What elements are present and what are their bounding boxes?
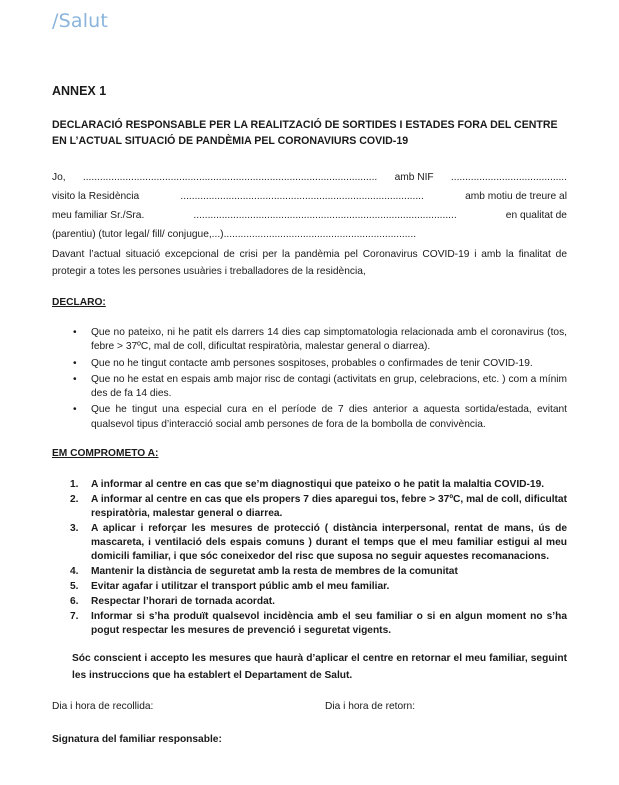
item-text: Respectar l’horari de tornada acordat. — [91, 595, 275, 607]
item-number: 6. — [70, 595, 79, 607]
form-label-relationship: (parentiu) (tutor legal/ fill/ conjugue,...) — [52, 229, 224, 240]
return-datetime-label: Dia i hora de retorn: — [325, 701, 416, 712]
closing-paragraph: Sóc conscient i accepto les mesures que haurà d’aplicar el centre en retornar el meu familiar, seguint les instruccions que ha establert el Departament de Salut. — [72, 653, 567, 681]
item-number: 1. — [70, 479, 79, 490]
compromis-item — [70, 493, 567, 522]
declaro-heading: DECLARO: — [52, 297, 106, 308]
pickup-datetime-label: Dia i hora de recollida: — [52, 701, 154, 712]
form-label-motive: amb motiu de treure al — [465, 191, 567, 202]
residence-blank[interactable]: ...................................................................................... — [180, 191, 424, 202]
declaro-item: • Que no pateixo, ni he patit els darrers 14 dies cap simptomatologia relacionada amb el coronavirus (tos, febre > 37ºC, mal de coll, dificultat respiratòria, malestar general o diarrea). — [91, 326, 567, 355]
relative-blank[interactable]: ............................................................................................. — [193, 210, 457, 221]
compromis-item — [70, 595, 567, 609]
compromis-item — [70, 522, 567, 565]
item-text: Informar si s’ha produït qualsevol incidència amb el seu familiar o si en algun moment no s’ha pogut respectar les mesures de prevenció i seguretat vigents. — [91, 610, 567, 636]
item-text: A informar al centre en cas que se’m diagnostiqui que pateixo o he patit la malaltia COVID-19. — [91, 479, 545, 490]
relationship-blank[interactable]: .................................................................... — [223, 229, 417, 240]
form-label-nif: amb NIF — [394, 172, 434, 183]
item-text: A aplicar i reforçar les mesures de protecció ( distància interpersonal, rentat de mans, ús de mascareta, i ventilació dels espais comuns ) durant el temps que el meu familiar estigui al meu domicili familiar, i que sóc coneixedor del risc que suposa no seguir aquestes recomanacions. — [91, 522, 567, 563]
salut-logo: /Salut — [52, 10, 109, 32]
item-text: Evitar agafar i utilitzar el transport públic amb el meu familiar. — [91, 581, 390, 593]
item-text: Mantenir la distància de seguretat amb la resta de membres de la comunitat — [91, 566, 458, 578]
compromis-item — [70, 478, 567, 492]
item-number: 5. — [70, 581, 79, 593]
declaro-item: • Que no he tingut contacte amb persones sospitoses, probables o confirmades de tenir COVID-19. — [91, 357, 567, 371]
compromis-list — [52, 478, 567, 639]
compromis-item — [70, 580, 567, 594]
nif-blank[interactable]: ......................................... — [450, 172, 567, 183]
compromis-item — [70, 565, 567, 579]
declaro-item: • Que no he estat en espais amb major risc de contagi (activitats en grup, celebracions, etc. ) com a mínim des de fa 14 dies. — [91, 373, 567, 402]
identification-form — [52, 168, 567, 244]
form-label-relative: meu familiar Sr./Sra. — [52, 210, 145, 221]
annex-title: ANNEX 1 — [52, 84, 107, 98]
intro-paragraph: Davant l’actual situació excepcional de crisi per la pandèmia pel Coronavirus COVID-19 i amb la finalitat de protegir a totes les persones usuàries i treballadores de la residència, — [52, 249, 567, 277]
compromis-item — [70, 610, 567, 639]
declaro-item: • Que he tingut una especial cura en el període de 7 dies anterior a aquesta sortida/estada, evitant qualsevol tipus d’interacció social amb persones de fora de la bombolla de convivència. — [91, 403, 567, 432]
signature-label: Signatura del familiar responsable: — [52, 734, 222, 745]
item-text: A informar al centre en cas que els propers 7 dies aparegui tos, febre > 37ºC, mal de coll, dificultat respiratòria, malestar general o diarrea. — [91, 493, 567, 520]
form-label-jo: Jo, — [52, 172, 66, 183]
form-label-residence: visito la Residència — [52, 191, 140, 202]
item-number: 3. — [70, 522, 79, 534]
item-number: 2. — [70, 493, 79, 505]
item-number: 4. — [70, 566, 79, 578]
declaro-list — [52, 326, 567, 434]
declaration-title: DECLARACIÓ RESPONSABLE PER LA REALITZACIÓ DE SORTIDES I ESTADES FORA DEL CENTRE EN L’ACTUAL SITUACIÓ DE PANDÈMIA PEL CORONAVIURS COVID-19 — [52, 119, 558, 147]
item-number: 7. — [70, 610, 79, 622]
name-blank[interactable]: ........................................................................................................ — [82, 172, 378, 183]
compromis-heading: EM COMPROMETO A: — [52, 448, 159, 459]
form-line-name — [52, 168, 567, 187]
form-line-relative — [52, 206, 567, 225]
form-label-quality: en qualitat de — [505, 210, 567, 221]
form-line-relationship — [52, 225, 567, 244]
form-line-residence — [52, 187, 567, 206]
